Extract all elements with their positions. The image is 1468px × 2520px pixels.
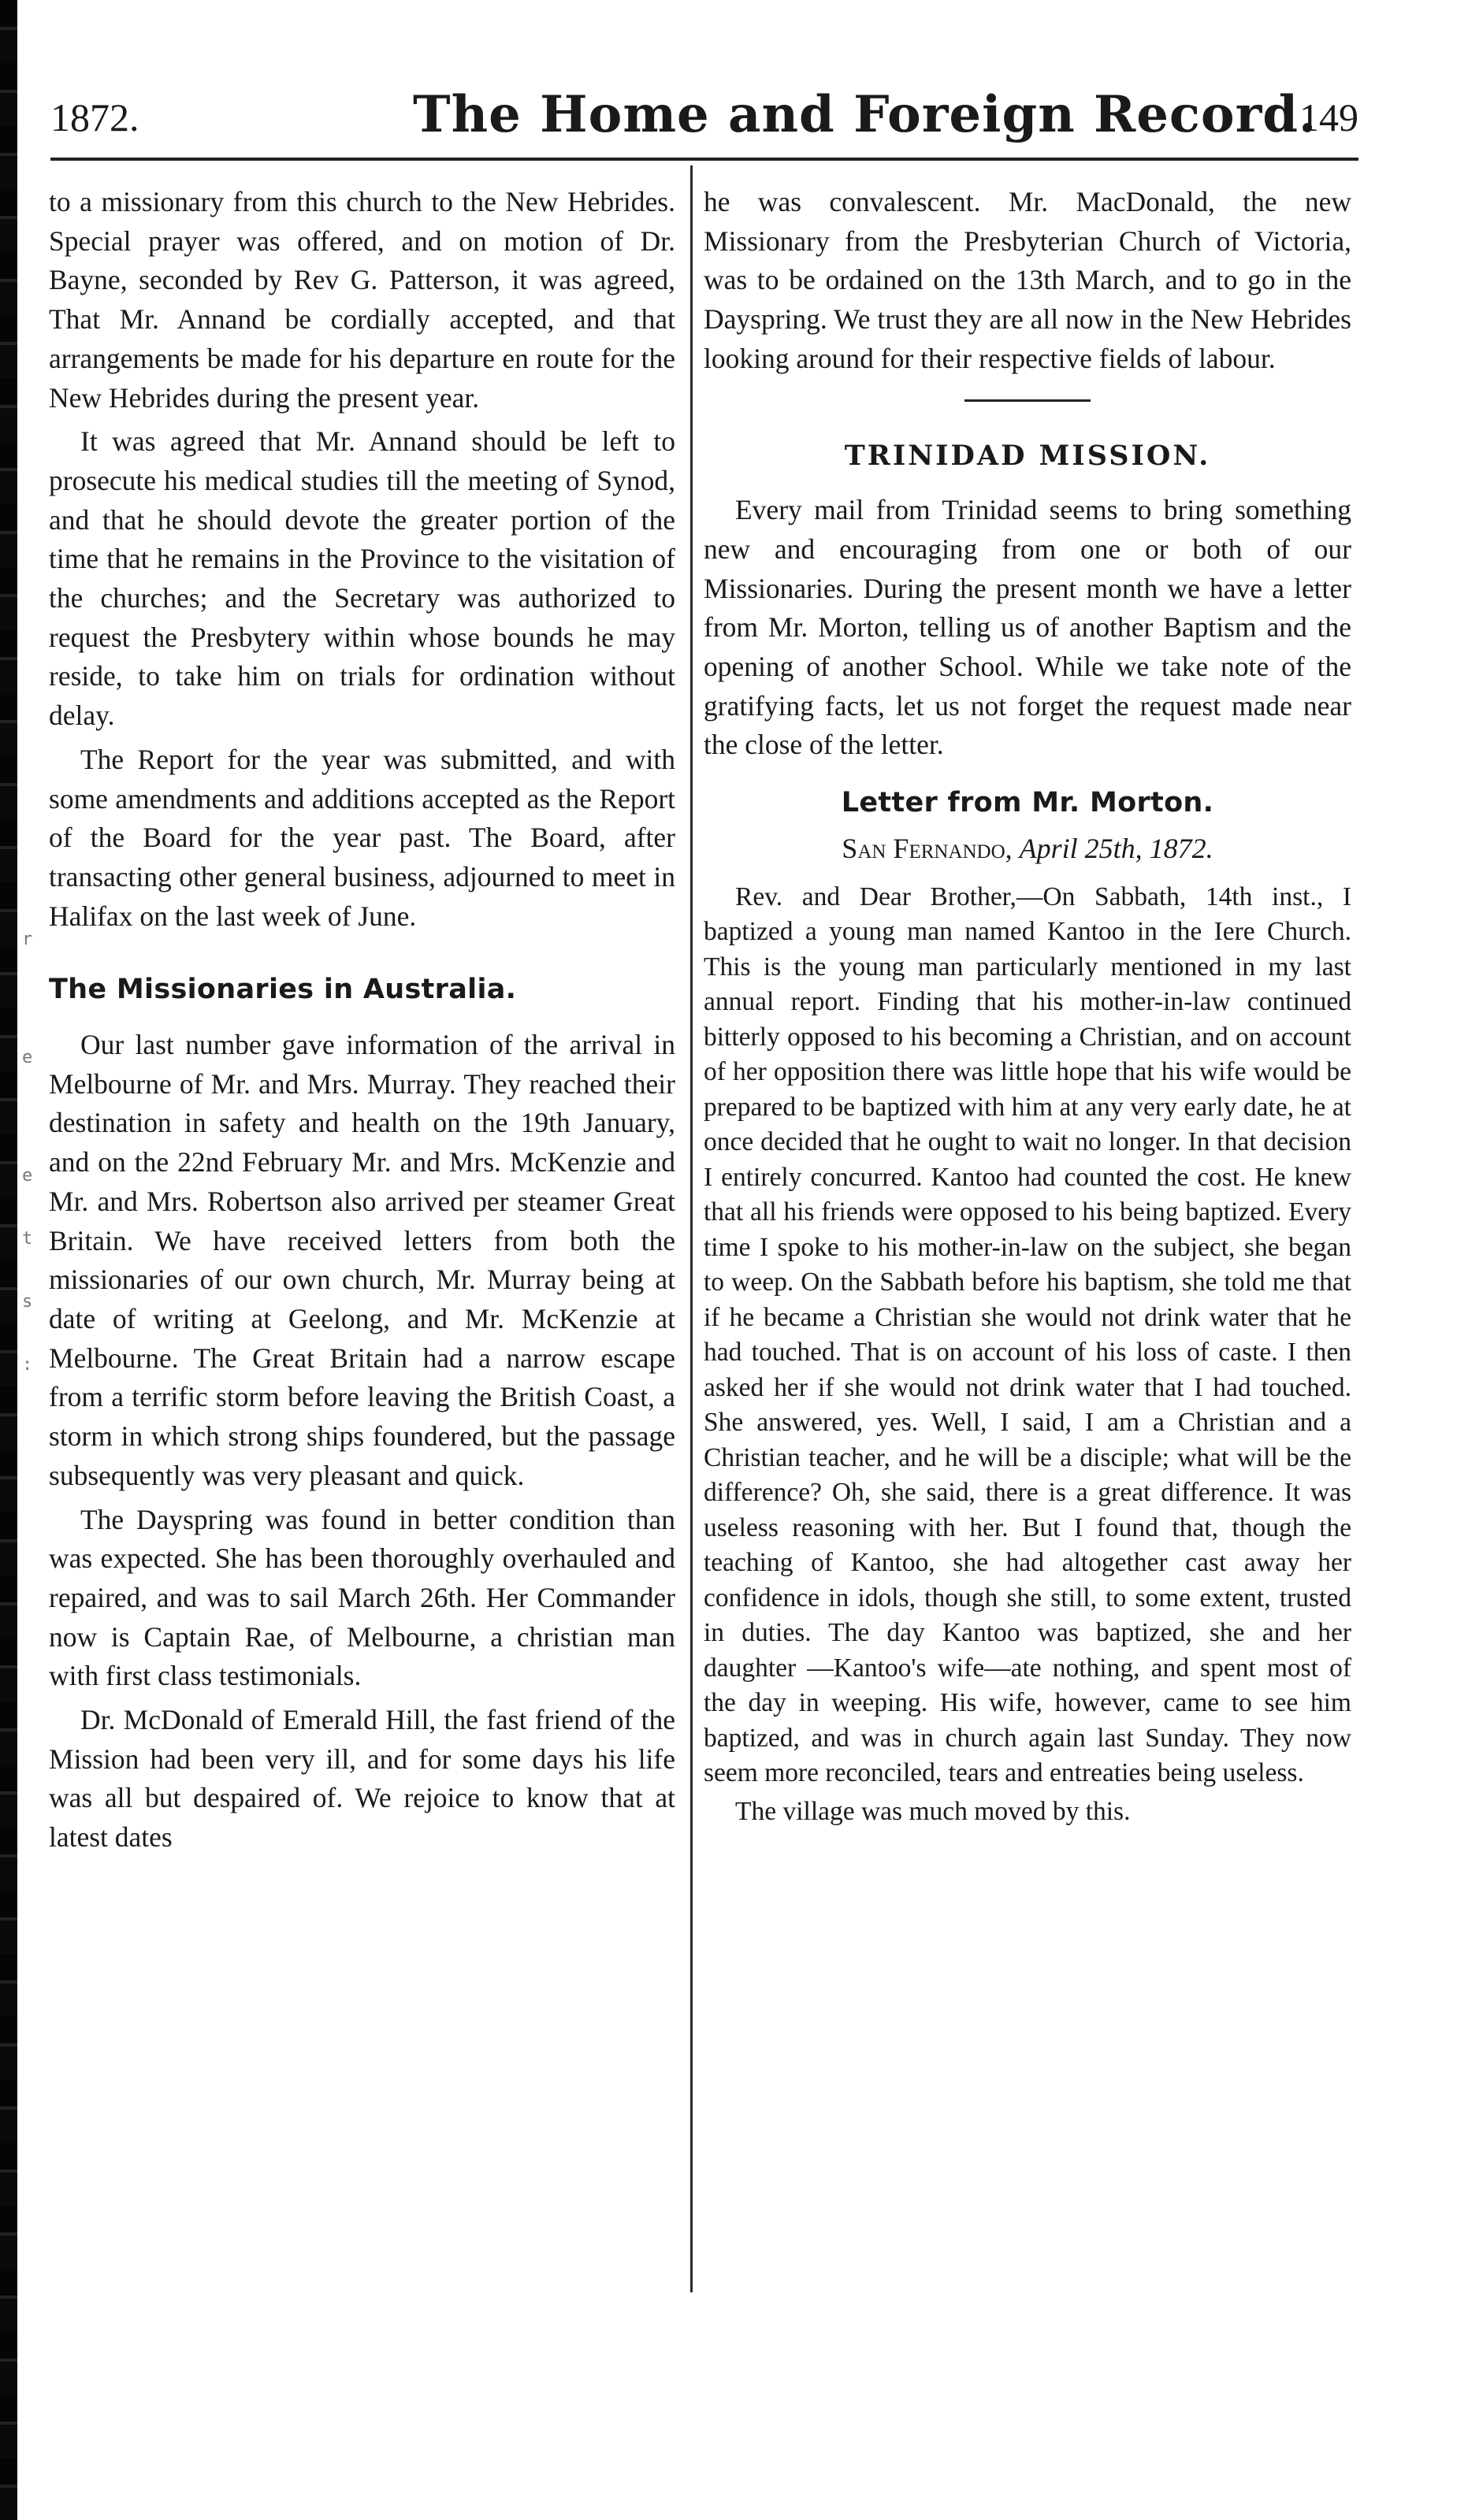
paragraph: The Dayspring was found in better condition than was expected. She has been thoroughly overhauled and repaired, and was to sail March 26th. Her Commander now is Captain Rae, of Melbourne, a christian man with first class testimonials.	[49, 1503, 675, 1692]
letter-heading: Letter from Mr. Morton.	[841, 787, 1214, 819]
paragraph: Dr. McDonald of Emerald Hill, the fast friend of the Mission had been very ill, and for some days his life was all but despaired of. We rejoice to know that at latest dates	[49, 1704, 675, 1854]
paragraph: It was agreed that Mr. Annand should be left to prosecute his medical studies till the meeting of Synod, and that he should devote the greater portion of the time that he remains in the Province to the visitation of the churches; and the Secretary was authorized to request the Presbytery within whose bounds he may reside, to take him on trials for ordination without delay.	[49, 425, 675, 732]
section-separator-rule	[964, 399, 1091, 402]
letter-dateline	[704, 829, 1351, 869]
running-header	[50, 85, 1358, 148]
paragraph: Our last number gave information of the arrival in Melbourne of Mr. and Mrs. Murray. They reached their destination in safety and health on the 19th January, and on the 22nd February Mr. and Mrs. McKenzie and Mr. and Mrs. Robertson also arrived per steamer Great Britain. We have received letters from both the missionaries of our own church, Mr. Murray being at date of writing at Geelong, and Mr. McKenzie at Melbourne. The Great Britain had a narrow escape from a terrific storm before leaving the British Coast, a storm in which strong ships foundered, but the passage subsequently was very pleasant and quick.	[49, 1029, 675, 1491]
section-heading-australia: The Missionaries in Australia.	[49, 974, 517, 1006]
page-binding-edge	[0, 0, 17, 2520]
header-title: The Home and Foreign Record.	[413, 85, 1317, 144]
header-rule	[50, 158, 1358, 161]
letter-paragraph: The village was much moved by this.	[735, 1796, 1131, 1826]
header-page-number: 149	[1299, 95, 1358, 139]
section-heading-trinidad: TRINIDAD MISSION.	[844, 439, 1211, 472]
dateline-date: April 25th, 1872.	[1019, 832, 1213, 864]
dateline-place: San Fernando,	[842, 832, 1013, 864]
paragraph: to a missionary from this church to the New Hebrides. Special prayer was offered, and on motion of Dr. Bayne, seconded by Rev G. Patterson, it was agreed, That Mr. Annand be cordially accepted, and that arrangements be made for his departure en route for the New Hebrides during the present year.	[49, 186, 675, 414]
letter-body	[704, 880, 1351, 1830]
left-column	[49, 183, 675, 1862]
right-column	[704, 183, 1351, 1832]
gutter-bleed-marks: r e e t s :	[22, 930, 33, 1375]
header-year: 1872.	[50, 95, 139, 139]
paragraph: he was convalescent. Mr. MacDonald, the new Missionary from the Presbyterian Church of Victoria, was to be ordained on the 13th March, and to go in the Dayspring. We trust they are all now in the New Hebrides looking around for their respective fields of labour.	[704, 186, 1351, 374]
column-divider	[690, 165, 693, 2292]
paragraph: Every mail from Trinidad seems to bring something new and encouraging from one or both of our Missionaries. During the present month we have a letter from Mr. Morton, telling us of another Baptism and the opening of another School. While we take note of the gratifying facts, let us not forget the request made near the close of the letter.	[704, 494, 1351, 761]
paragraph: The Report for the year was submitted, and with some amendments and additions accepted as the Report of the Board for the year past. The Board, after transacting other general business, adjourned to meet in Halifax on the last week of June.	[49, 743, 675, 932]
letter-paragraph: Rev. and Dear Brother,—On Sabbath, 14th inst., I baptized a young man named Kantoo in the Iere Church. This is the young man particularly mentioned in my last annual report. Finding that his mother-in-law continued bitterly opposed to his becoming a Christian, and on account of her opposition there was little hope that his wife would be prepared to be baptized with him at any very early date, he at once decided that he ought to wait no longer. In that decision I entirely concurred. Kantoo had counted the cost. He knew that all his friends were opposed to his being baptized. Every time I spoke to his mother-in-law on the subject, she began to weep. On the Sabbath before his baptism, she told me that if he became a Christian she would not drink water that he had touched. That is on account of his loss of caste. I then asked her if she would not drink water that I had touched. She answered, yes. Well, I said, I am a Christian and a Christian teacher, and he will be a disciple; what will be the difference? Oh, she said, there is a great difference. It was useless reasoning with her. But I found that, though the teaching of Kantoo, she had altogether cast away her confidence in idols, though she still, to some extent, trusted in duties. The day Kantoo was baptized, she and her daughter —Kantoo's wife—ate nothing, and spent most of the day in weeping. His wife, however, came to see him baptized, and was in church again last Sunday. They now seem more reconciled, tears and entreaties being useless.	[704, 881, 1351, 1788]
